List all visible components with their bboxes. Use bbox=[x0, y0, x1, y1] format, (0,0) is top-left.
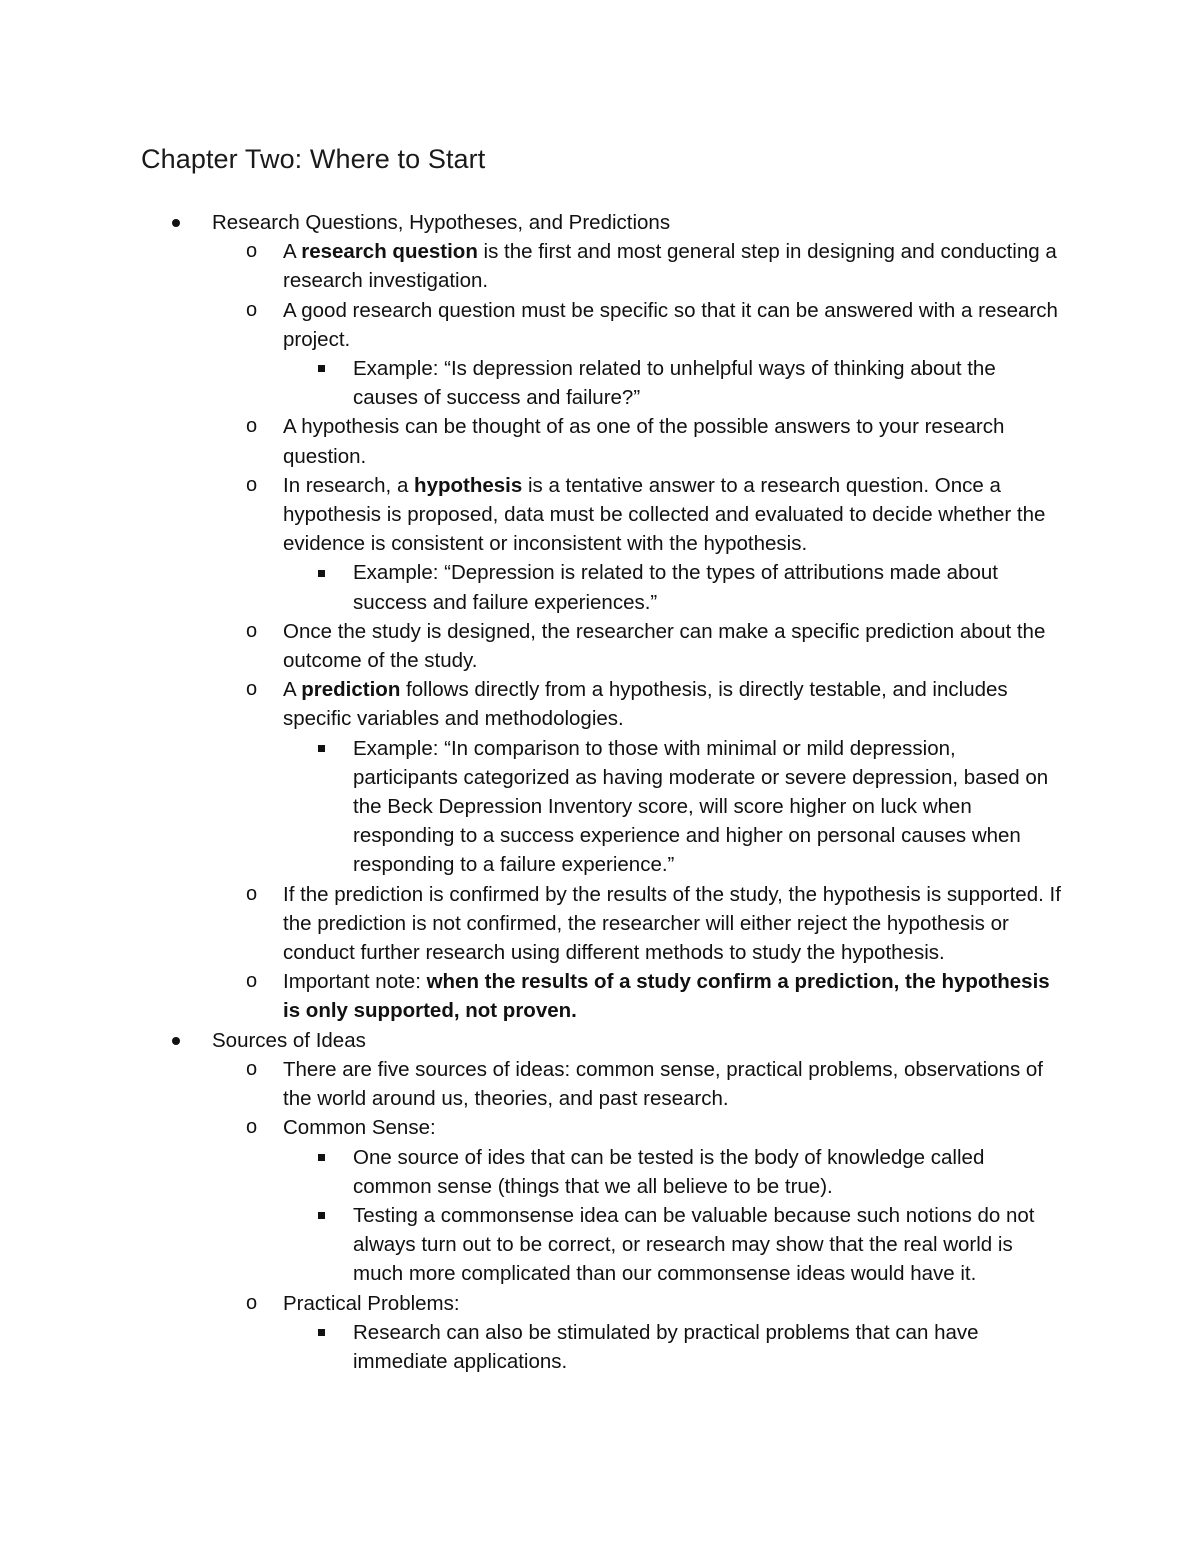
square-bullet-shape-icon bbox=[318, 365, 325, 372]
bold-term: prediction bbox=[301, 678, 401, 702]
outline-item-text bbox=[283, 675, 1063, 733]
bold-term: when the results of a study confirm a prediction, the hypothesis is only supported, not proven. bbox=[283, 970, 1050, 1023]
outline-subitem-text: Example: “Depression is related to the types of attributions made about success and failure experiences.” bbox=[353, 561, 998, 614]
square-bullet-icon bbox=[318, 1318, 325, 1347]
outline bbox=[0, 208, 1200, 1376]
outline-item bbox=[0, 1055, 1063, 1113]
square-bullet-shape-icon bbox=[318, 1154, 325, 1161]
item-text-part: Practical Problems: bbox=[283, 1291, 460, 1315]
circle-bullet-icon: o bbox=[246, 1116, 258, 1139]
item-text-part: Common Sense: bbox=[283, 1116, 436, 1140]
outline-item bbox=[0, 1289, 1063, 1318]
outline-subitem bbox=[0, 354, 1063, 412]
outline-item-text bbox=[283, 471, 1063, 559]
outline-item bbox=[0, 296, 1063, 354]
outline-item-text bbox=[283, 880, 1063, 968]
outline-subitem-text: One source of ides that can be tested is the body of knowledge called common sense (things that we all believe to be true). bbox=[353, 1145, 985, 1198]
outline-item bbox=[0, 967, 1063, 1025]
item-text-part: There are five sources of ideas: common sense, practical problems, observations of the world around us, theories, and past research. bbox=[283, 1057, 1043, 1111]
outline-item-text bbox=[283, 1113, 1063, 1142]
bold-term: research question bbox=[301, 240, 478, 264]
outline-subitem-text: Example: “In comparison to those with minimal or mild depression, participants categorized as having moderate or severe depression, based on the Beck Depression Inventory score, will score higher on luck when responding to a success experience and higher on personal causes when responding to a failure experience.” bbox=[353, 736, 1049, 877]
outline-subitem bbox=[0, 558, 1063, 616]
square-bullet-shape-icon bbox=[318, 745, 325, 752]
outline-item bbox=[0, 617, 1063, 675]
square-bullet-icon bbox=[318, 1201, 325, 1230]
item-text-part: follows directly from a hypothesis, is directly testable, and includes specific variables and methodologies. bbox=[283, 678, 1008, 731]
item-text-part: A hypothesis can be thought of as one of the possible answers to your research question. bbox=[283, 415, 1005, 468]
circle-bullet-icon: o bbox=[246, 970, 258, 993]
bullet-dot-icon bbox=[172, 1037, 180, 1045]
outline-item-text bbox=[283, 1055, 1063, 1113]
section-heading bbox=[0, 1026, 1062, 1055]
outline-subitem-text: Research can also be stimulated by practical problems that can have immediate applications. bbox=[353, 1320, 979, 1373]
circle-bullet-icon: o bbox=[246, 415, 258, 438]
outline-subitem bbox=[0, 1201, 1063, 1289]
outline-subitem bbox=[0, 734, 1063, 880]
item-text-part: is a tentative answer to a research question. Once a hypothesis is proposed, data must be collected and evaluated to decide whether the evidence is consistent or inconsistent with the hypothesis. bbox=[283, 473, 1046, 556]
square-bullet-shape-icon bbox=[318, 570, 325, 577]
section-heading-text: Research Questions, Hypotheses, and Predictions bbox=[212, 211, 671, 234]
outline-item bbox=[0, 1113, 1063, 1142]
outline-item-text bbox=[283, 617, 1063, 675]
chapter-title: Chapter Two: Where to Start bbox=[141, 144, 486, 174]
item-text-part: In research, a bbox=[283, 473, 415, 497]
outline-item bbox=[0, 237, 1063, 295]
bullet-icon bbox=[172, 208, 180, 237]
outline-item-text bbox=[283, 1289, 1063, 1318]
item-text-part: A bbox=[283, 240, 302, 264]
circle-bullet-icon: o bbox=[246, 678, 258, 701]
outline-subitem-text: Example: “Is depression related to unhelpful ways of thinking about the causes of success and failure?” bbox=[353, 357, 996, 410]
circle-bullet-icon: o bbox=[246, 882, 258, 905]
section-heading bbox=[0, 208, 1062, 237]
bold-term: hypothesis bbox=[414, 473, 523, 497]
item-text-part: Once the study is designed, the researcher can make a specific prediction about the outcome of the study. bbox=[283, 619, 1046, 673]
square-bullet-icon bbox=[318, 354, 325, 383]
item-text-part: If the prediction is confirmed by the results of the study, the hypothesis is supported. If the prediction is not confirmed, the researcher will either reject the hypothesis or conduct further research using different methods to study the hypothesis. bbox=[283, 882, 1061, 965]
item-text-part: A good research question must be specific so that it can be answered with a research project. bbox=[283, 298, 1058, 351]
outline-item-text bbox=[283, 412, 1063, 470]
item-text-part: A bbox=[283, 678, 302, 702]
circle-bullet-icon: o bbox=[246, 298, 258, 321]
square-bullet-icon bbox=[318, 1143, 325, 1172]
item-text-part: is the first and most general step in designing and conducting a research investigation. bbox=[283, 240, 1057, 293]
circle-bullet-icon: o bbox=[246, 473, 258, 496]
outline-subitem bbox=[0, 1318, 1063, 1376]
outline-item-text bbox=[283, 296, 1063, 354]
square-bullet-icon bbox=[318, 558, 325, 587]
outline-subitem bbox=[0, 1143, 1063, 1201]
bullet-dot-icon bbox=[172, 219, 180, 227]
square-bullet-shape-icon bbox=[318, 1212, 325, 1219]
outline-item-text bbox=[283, 967, 1063, 1025]
section-heading-text: Sources of Ideas bbox=[212, 1028, 366, 1052]
circle-bullet-icon: o bbox=[246, 1291, 258, 1314]
outline-item bbox=[0, 471, 1063, 559]
circle-bullet-icon: o bbox=[246, 240, 258, 263]
square-bullet-icon bbox=[318, 734, 325, 763]
outline-subitem-text: Testing a commonsense idea can be valuable because such notions do not always turn out to be correct, or research may show that the real world is much more complicated than our commonsense ideas would have it. bbox=[353, 1203, 1035, 1286]
item-text-part: Important note: bbox=[283, 970, 427, 994]
outline-item bbox=[0, 412, 1063, 470]
outline-item bbox=[0, 675, 1063, 733]
square-bullet-shape-icon bbox=[318, 1329, 325, 1336]
circle-bullet-icon: o bbox=[246, 619, 258, 642]
circle-bullet-icon: o bbox=[246, 1057, 258, 1080]
outline-item bbox=[0, 880, 1063, 968]
bullet-icon bbox=[172, 1026, 180, 1055]
outline-item-text bbox=[283, 237, 1063, 295]
